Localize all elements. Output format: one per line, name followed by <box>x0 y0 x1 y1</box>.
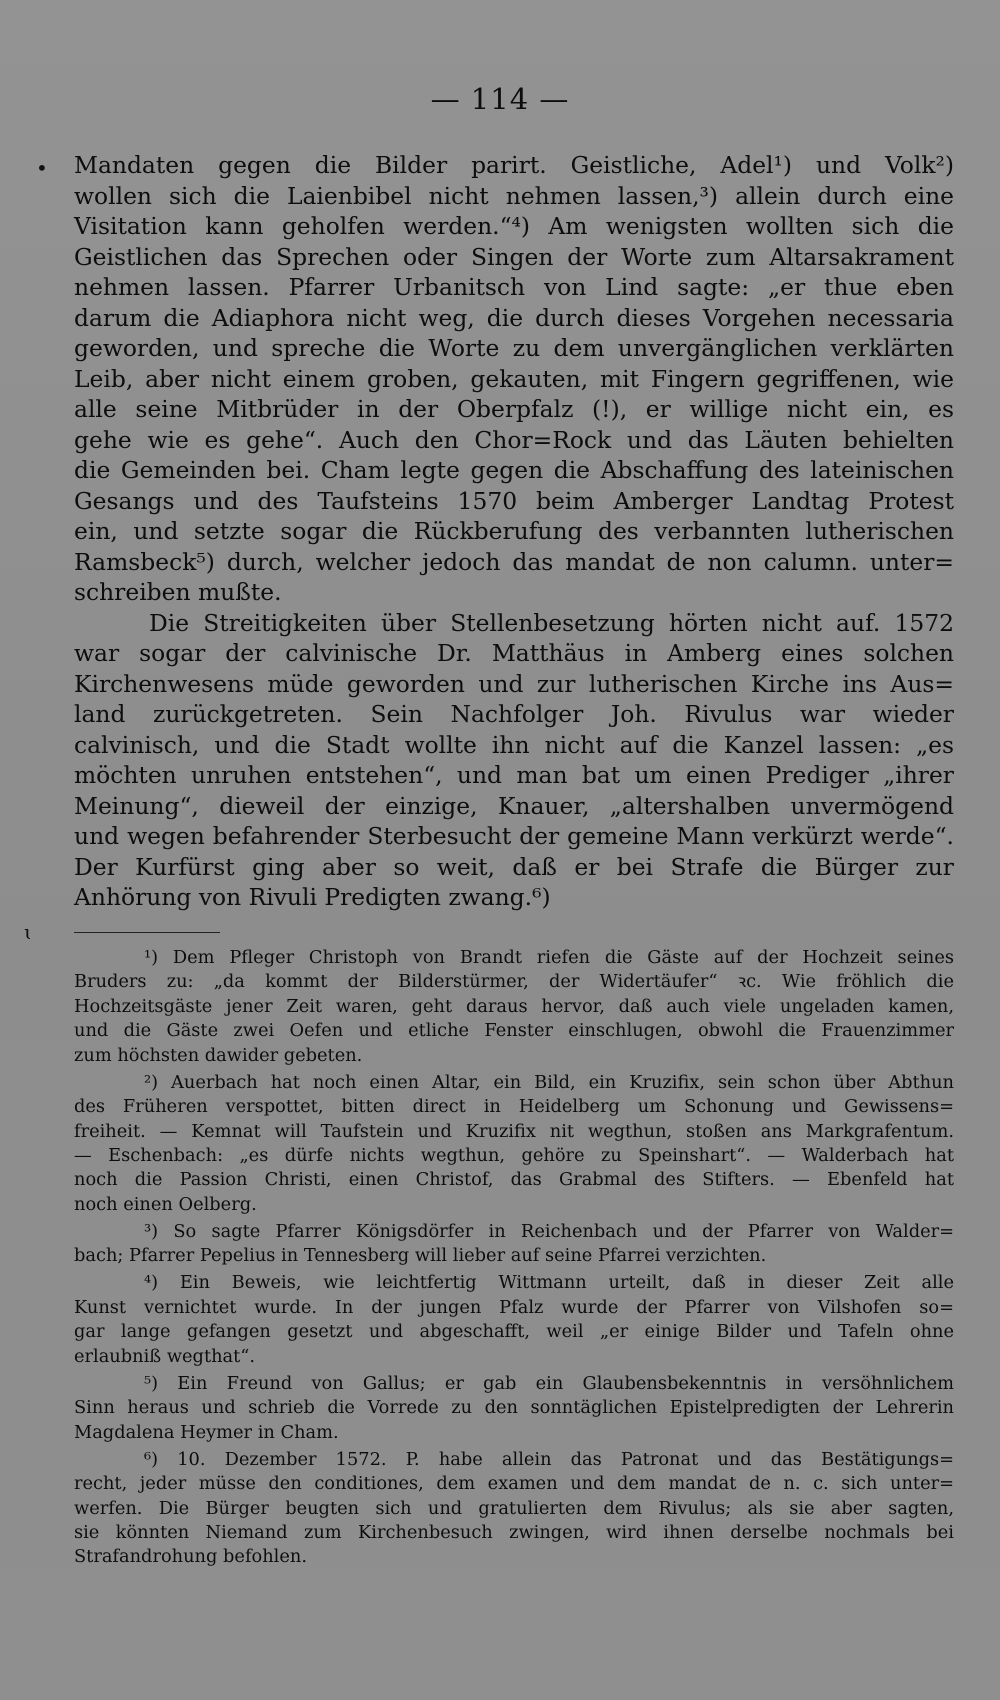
body-line: land zurückgetreten. Sein Nachfolger Joh. Rivulus war wieder <box>74 700 954 728</box>
footnote-2 <box>74 1071 954 1217</box>
body-line: möchten unruhen entstehen“, und man bat um einen Prediger „ihrer <box>74 761 954 789</box>
body-line: darum die Adiaphora nicht weg, die durch dieses Vorgehen necessaria <box>74 303 954 332</box>
body-line: Leib, aber nicht einem groben, gekauten, mit Fingern gegriffenen, wie <box>74 364 954 393</box>
body-line: alle seine Mitbrüder in der Oberpfalz (!), er willige nicht ein, es <box>74 395 954 423</box>
footnote-line: Magdalena Heymer in Cham. <box>74 1421 339 1443</box>
footnote-line: sie könnten Niemand zum Kirchenbesuch zwingen, wird ihnen derselbe nochmals bei <box>74 1521 954 1543</box>
body-line: Ramsbeck⁵) durch, welcher jedoch das mandat de non calumn. unter= <box>74 547 954 576</box>
footnote-6 <box>74 1448 954 1570</box>
body-line: Die Streitigkeiten über Stellenbesetzung hörten nicht auf. 1572 <box>149 608 954 637</box>
body-line: nehmen lassen. Pfarrer Urbanitsch von Lind sagte: „er thue eben <box>74 273 954 301</box>
body-line: Gesangs und des Taufsteins 1570 beim Amberger Landtag Protest <box>74 486 954 515</box>
footnote-line: Hochzeitsgäste jener Zeit waren, geht daraus hervor, daß auch viele ungeladen kamen, <box>74 995 954 1017</box>
paragraph-2 <box>74 608 954 913</box>
body-line: ein, und setzte sogar die Rückberufung des verbannten lutherischen <box>74 517 954 545</box>
margin-mark-top: • <box>36 156 48 180</box>
body-line: gehe wie es gehe“. Auch den Chor=Rock und das Läuten behielten <box>74 425 954 454</box>
paragraph-1 <box>74 150 954 608</box>
footnote-line: ⁵) Ein Freund von Gallus; er gab ein Glaubensbekenntnis in versöhnlichem <box>144 1372 954 1394</box>
footnote-line: ⁶) 10. Dezember 1572. P. habe allein das Patronat und das Bestätigungs= <box>144 1448 954 1470</box>
footnote-line: noch einen Oelberg. <box>74 1193 257 1215</box>
footnotes <box>74 946 954 1573</box>
footnote-line: werfen. Die Bürger beugten sich und gratulierten dem Rivulus; als sie aber sagten, <box>74 1497 954 1519</box>
footnote-line: zum höchsten dawider gebeten. <box>74 1044 363 1066</box>
footnote-line: und die Gäste zwei Oefen und etliche Fenster einschlugen, obwohl die Frauenzimmer <box>74 1020 954 1042</box>
body-line: Visitation kann geholfen werden.“⁴) Am wenigsten wollten sich die <box>74 212 954 240</box>
footnote-4 <box>74 1271 954 1369</box>
footnote-line: — Eschenbach: „es dürfe nichts wegthun, gehöre zu Speinshart“. — Walderbach hat <box>74 1144 954 1166</box>
body-line: Geistlichen das Sprechen oder Singen der Worte zum Altarsakrament <box>74 242 954 271</box>
footnote-line: Strafandrohung befohlen. <box>74 1546 307 1568</box>
body-line: und wegen befahrender Sterbesucht der gemeine Mann verkürzt werde“. <box>74 822 954 850</box>
footnote-line: Kunst vernichtet wurde. In der jungen Pfalz wurde der Pfarrer von Vilshofen so= <box>74 1296 954 1318</box>
footnote-line: freiheit. — Kemnat will Taufstein und Kruzifix nit wegthun, stoßen ans Markgrafentum. <box>74 1120 954 1142</box>
body-line: Der Kurfürst ging aber so weit, daß er bei Strafe die Bürger zur <box>74 852 954 881</box>
body-line: geworden, und spreche die Worte zu dem unvergänglichen verklärten <box>74 334 954 362</box>
margin-mark-footnote: ɩ <box>24 920 32 944</box>
body-line: Meinung“, dieweil der einzige, Knauer, „altershalben unvermögend <box>74 791 954 820</box>
footnote-line: Bruders zu: „da kommt der Bilderstürmer, der Widertäufer“ ꝛc. Wie fröhlich die <box>74 971 954 993</box>
body-line: die Gemeinden bei. Cham legte gegen die Abschaffung des lateinischen <box>74 456 954 484</box>
body-line: war sogar der calvinische Dr. Matthäus in Amberg eines solchen <box>74 639 954 667</box>
footnote-line: erlaubniß wegthat“. <box>74 1345 256 1367</box>
footnote-line: ²) Auerbach hat noch einen Altar, ein Bild, ein Kruzifix, sein schon über Abthun <box>144 1071 954 1093</box>
footnote-divider <box>74 932 220 933</box>
page-number: — 114 — <box>430 82 570 116</box>
footnote-line: ³) So sagte Pfarrer Königsdörfer in Reichenbach und der Pfarrer von Walder= <box>144 1220 954 1242</box>
body-line: Mandaten gegen die Bilder parirt. Geistliche, Adel¹) und Volk²) <box>74 151 954 179</box>
footnote-1 <box>74 946 954 1068</box>
footnote-line: gar lange gefangen gesetzt und abgeschafft, weil „er einige Bilder und Tafeln ohne <box>74 1321 954 1343</box>
body-text <box>74 150 954 913</box>
footnote-5 <box>74 1372 954 1445</box>
footnote-line: ⁴) Ein Beweis, wie leichtfertig Wittmann urteilt, daß in dieser Zeit alle <box>144 1272 954 1294</box>
footnote-3 <box>74 1220 954 1269</box>
body-line: Kirchenwesens müde geworden und zur lutherischen Kirche ins Aus= <box>74 669 954 698</box>
footnote-line: des Früheren verspottet, bitten direct in Heidelberg um Schonung und Gewissens= <box>74 1096 954 1118</box>
body-line: wollen sich die Laienbibel nicht nehmen lassen,³) allein durch eine <box>74 181 954 210</box>
body-line: calvinisch, und die Stadt wollte ihn nicht auf die Kanzel lassen: „es <box>74 730 954 759</box>
footnote-line: recht, jeder müsse den conditiones, dem examen und dem mandat de n. c. sich unter= <box>74 1473 954 1495</box>
footnote-line: ¹) Dem Pfleger Christoph von Brandt riefen die Gäste auf der Hochzeit seines <box>144 947 954 968</box>
body-line: schreiben mußte. <box>74 578 282 606</box>
footnote-line: noch die Passion Christi, einen Christof, das Grabmal des Stifters. — Ebenfeld hat <box>74 1169 954 1191</box>
footnote-line: bach; Pfarrer Pepelius in Tennesberg will lieber auf seine Pfarrei verzichten. <box>74 1245 767 1267</box>
body-line: Anhörung von Rivuli Predigten zwang.⁶) <box>74 883 551 911</box>
footnote-line: Sinn heraus und schrieb die Vorrede zu den sonntäglichen Epistelpredigten der Lehrerin <box>74 1397 954 1419</box>
